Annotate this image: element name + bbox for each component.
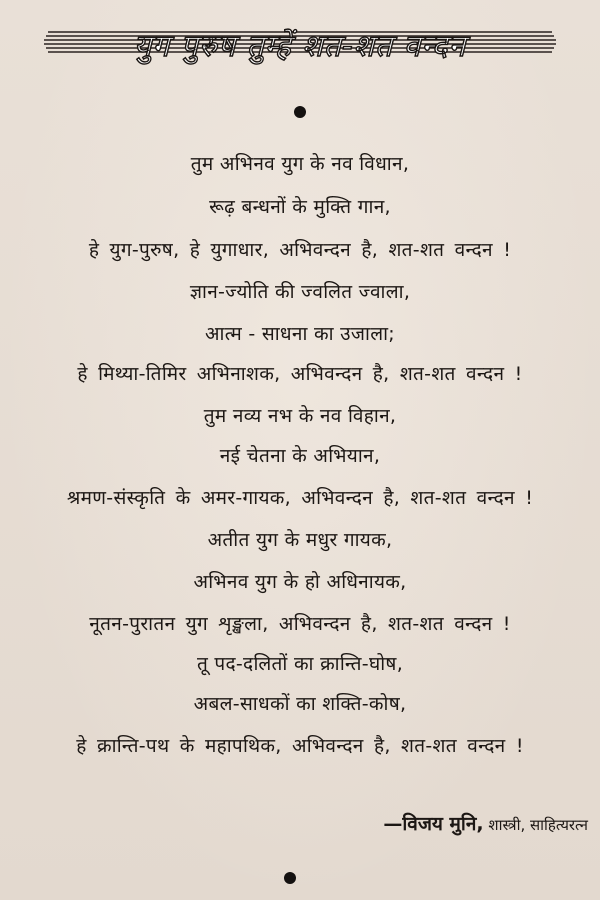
poem-title-banner xyxy=(40,18,560,68)
poem-line-6: हे मिथ्या-तिमिर अभिनाशक, अभिवन्दन है, शत-शत वन्दन ! xyxy=(77,363,523,385)
poem-title: युग पुरुष तुम्हें शत-शत वन्दन xyxy=(133,29,467,64)
poem-line-10: अतीत युग के मधुर गायक, xyxy=(207,529,393,551)
author-name: —विजय मुनि, xyxy=(383,813,484,835)
poem-line-12: नूतन-पुरातन युग शृङ्खला, अभिवन्दन है, शत-शत वन्दन ! xyxy=(89,613,511,635)
poem-line-7: तुम नव्य नभ के नव विहान, xyxy=(203,405,397,427)
poem-line-1: तुम अभिनव युग के नव विधान, xyxy=(190,153,410,175)
poem-line-9: श्रमण-संस्कृति के अमर-गायक, अभिवन्दन है, शत-शत वन्दन ! xyxy=(66,487,534,509)
poem-line-2: रूढ़ बन्धनों के मुक्ति गान, xyxy=(209,196,391,218)
poem-line-14: अबल-साधकों का शक्ति-कोष, xyxy=(193,693,407,715)
poem-line-11: अभिनव युग के हो अधिनायक, xyxy=(193,571,407,593)
poem-line-4: ज्ञान-ज्योति की ज्वलित ज्वाला, xyxy=(189,281,411,303)
poem-line-8: नई चेतना के अभियान, xyxy=(219,445,381,467)
poem-line-3: हे युग-पुरुष, हे युगाधार, अभिवन्दन है, शत-शत वन्दन ! xyxy=(88,239,512,261)
poem-line-5: आत्म - साधना का उजाला; xyxy=(205,323,395,345)
poem-line-13: तू पद-दलितों का क्रान्ति-घोष, xyxy=(196,653,404,675)
author-signature xyxy=(383,810,588,836)
ornament-dot-bottom xyxy=(284,872,296,884)
poem-line-15: हे क्रान्ति-पथ के महापथिक, अभिवन्दन है, शत-शत वन्दन ! xyxy=(76,735,524,757)
ornament-dot-top xyxy=(294,106,306,118)
author-credentials: शास्त्री, साहित्यरत्न xyxy=(488,816,588,834)
